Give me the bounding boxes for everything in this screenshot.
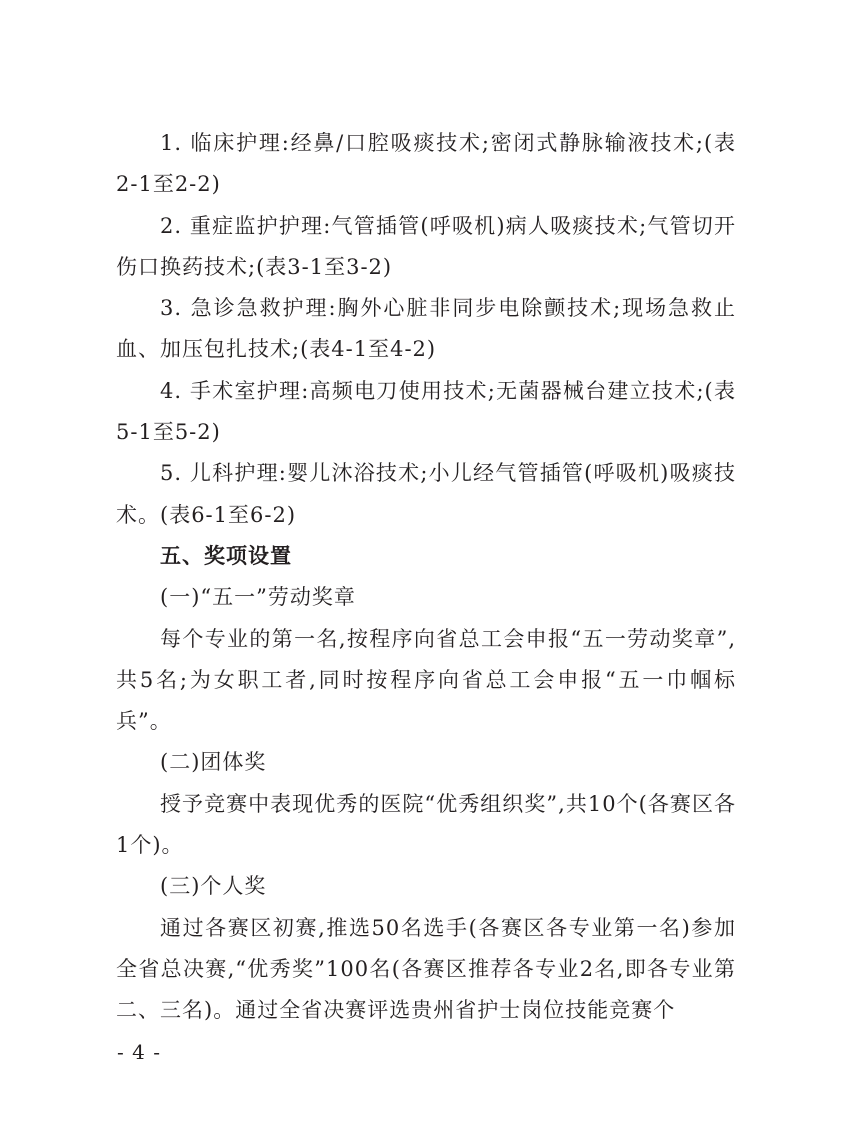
paragraph-operating-room-nursing: 4. 手术室护理:高频电刀使用技术;无菌器械台建立技术;(表5-1至5-2) (116, 378, 736, 445)
paragraph-may-day-medal: 每个专业的第一名,按程序向省总工会申报“五一劳动奖章”,共5名;为女职工者,同时按程序向省总工会申报“五一巾帼标兵”。 (116, 626, 736, 734)
paragraph-icu-nursing: 2. 重症监护护理:气管插管(呼吸机)病人吸痰技术;气管切开伤口换药技术;(表3-1至3-2) (116, 213, 736, 279)
subheading-team-award: (二)团体奖 (160, 750, 267, 775)
paragraph-clinical-nursing: 1. 临床护理:经鼻/口腔吸痰技术;密闭式静脉输液技术;(表2-1至2-2) (116, 131, 736, 197)
paragraph-emergency-nursing: 3. 急诊急救护理:胸外心脏非同步电除颤技术;现场急救止血、加压包扎技术;(表4-1至4-2) (116, 296, 736, 362)
paragraph-individual-award: 通过各赛区初赛,推选50名选手(各赛区各专业第一名)参加全省总决赛,“优秀奖”100名(各赛区推荐各专业2名,即各专业第二、三名)。通过全省决赛评选贵州省护士岗位技能竞赛个 (116, 915, 736, 1023)
document-body (116, 123, 736, 1032)
page-number: - 4 - (117, 1040, 161, 1064)
paragraph-pediatric-nursing: 5. 儿科护理:婴儿沐浴技术;小儿经气管插管(呼吸机)吸痰技术。(表6-1至6-2) (116, 461, 736, 527)
section-heading-awards: 五、奖项设置 (160, 543, 292, 568)
subheading-may-day-medal: (一)“五一”劳动奖章 (160, 585, 356, 610)
paragraph-team-award: 授予竞赛中表现优秀的医院“优秀组织奖”,共10个(各赛区各1个)。 (116, 791, 736, 858)
subheading-individual-award: (三)个人奖 (160, 874, 267, 899)
